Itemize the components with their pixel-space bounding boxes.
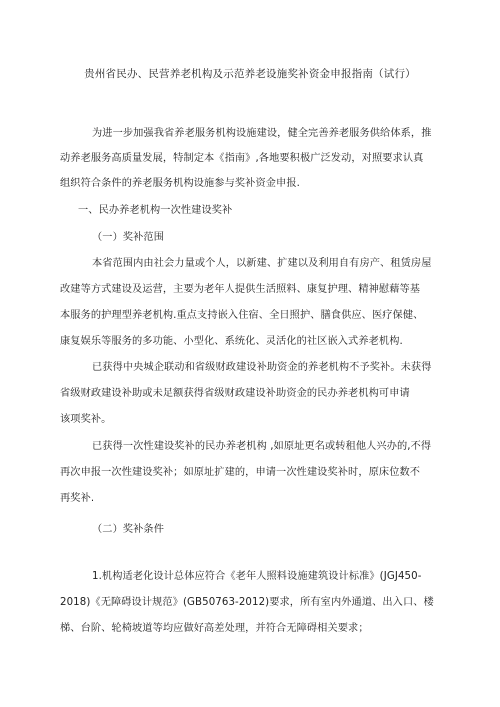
restriction-paragraph-line: 再次申报一次性建设奖补；如原址扩建的，申请一次性建设奖补时，原床位数不 bbox=[60, 467, 421, 478]
intro-paragraph-line: 组织符合条件的养老服务机构设施参与奖补资金申报. bbox=[60, 178, 300, 189]
restriction-paragraph-line: 再奖补. bbox=[60, 493, 95, 504]
intro-paragraph-line: 动养老服务高质量发展，特制定本《指南》,各地要积极广泛发动，对照要求认真 bbox=[60, 153, 424, 164]
scope-paragraph-line: 康复娱乐等服务的多功能、小型化、系统化、灵活化的社区嵌入式养老机构. bbox=[60, 336, 403, 347]
subsection-heading: （一）奖补范围 bbox=[92, 232, 165, 243]
intro-paragraph-line: 为进一步加强我省养老服务机构设施建设，健全完善养老服务供给体系，推 bbox=[92, 128, 432, 139]
subsection-heading: （二）奖补条件 bbox=[92, 524, 165, 535]
condition-paragraph-line: 梯、台阶、轮椅坡道等均应做好高差处理，并符合无障碍相关要求； bbox=[60, 623, 369, 634]
exclusion-paragraph-line: 已获得中央城企联动和省级财政建设补助资金的养老机构不予奖补。未获得 bbox=[92, 362, 432, 373]
restriction-paragraph-line: 已获得一次性建设奖补的民办养老机构 ,如原址更名或转租他人兴办的,不得 bbox=[92, 441, 432, 452]
scope-paragraph-line: 本省范围内由社会力量或个人，以新建、扩建以及利用自有房产、租赁房屋 bbox=[92, 258, 432, 269]
exclusion-paragraph-line: 省级财政建设补助或未足额获得省级财政建设补助资金的民办养老机构可申请 bbox=[60, 388, 410, 399]
exclusion-paragraph-line: 该项奖补。 bbox=[60, 414, 112, 425]
condition-paragraph-line: 2018)《无障碍设计规范》(GB50763-2012)要求，所有室内外通道、出入口、楼 bbox=[60, 597, 434, 608]
scope-paragraph-line: 改建等方式建设及运营，主要为老年人提供生活照料、康复护理、精神慰藉等基 bbox=[60, 284, 421, 295]
section-heading: 一、民办养老机构一次性建设奖补 bbox=[78, 205, 233, 216]
condition-paragraph-line: 1.机构适老化设计总体应符合《老年人照料设施建筑设计标准》(JGJ450- bbox=[92, 571, 422, 582]
document-title: 贵州省民办、民营养老机构及示范养老设施奖补资金申报指南（试行） bbox=[84, 68, 416, 80]
scope-paragraph-line: 本服务的护理型养老机构.重点支持嵌入住宿、全日照护、膳食供应、医疗保健、 bbox=[60, 310, 424, 321]
